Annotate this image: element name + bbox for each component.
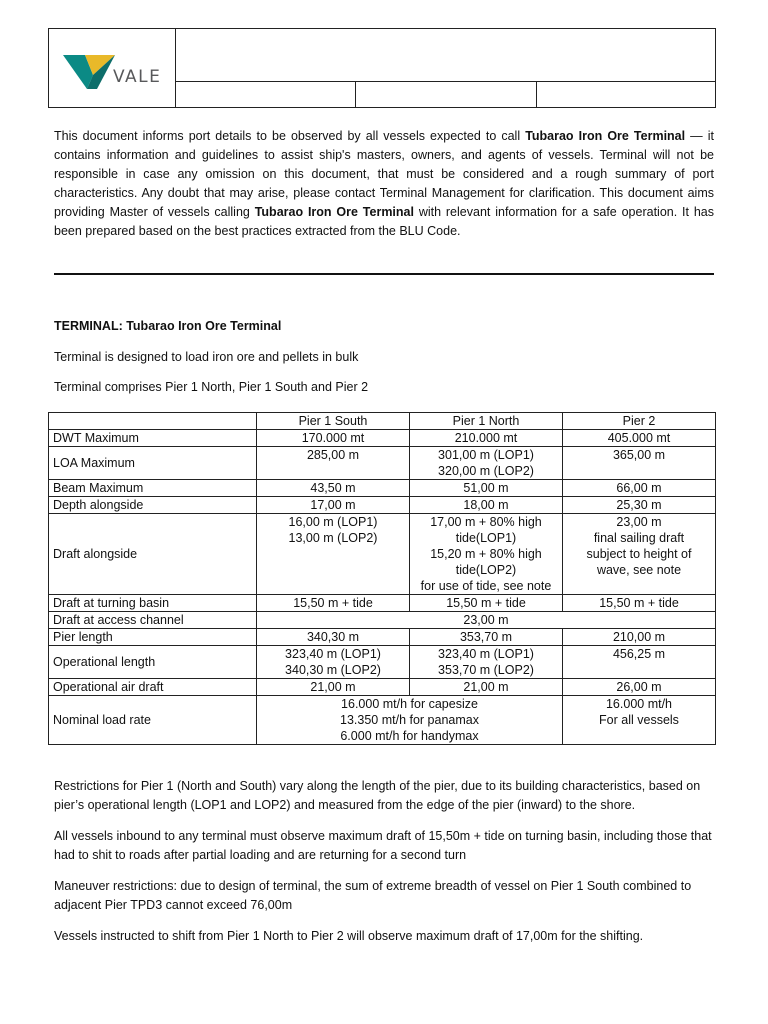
table-cell — [563, 696, 716, 745]
table-cell: 365,00 m — [563, 447, 716, 480]
cell-line: 15,20 m + 80% high — [430, 547, 542, 561]
document-header — [48, 28, 716, 108]
table-cell: 17,00 m — [257, 497, 410, 514]
cell-line: For all vessels — [599, 713, 679, 727]
note-paragraph: Restrictions for Pier 1 (North and South) vary along the length of the pier, due to its building characteristics, based on pier’s operational length (LOP1 and LOP2) and measured from the edge of the pier (inward) to the shore. — [54, 779, 701, 812]
table-cell: 15,50 m + tide — [563, 595, 716, 612]
cell-line: tide(LOP2) — [455, 563, 517, 577]
cell-line: 16,00 m (LOP1) — [288, 515, 378, 529]
table-cell — [410, 646, 563, 679]
cell-line: subject to height of — [586, 547, 692, 561]
intro-text: with relevant information for a safe operation. It has been prepared based on the best practices extracted from the BLU Code. — [54, 205, 714, 238]
table-cell: 15,50 m + tide — [410, 595, 563, 612]
intro-text: — it contains information and guidelines to assist ship's masters, owners, and agents of vessels. Terminal will not be responsible in case any omission on this document, that must be considered and a rough summary of port characteristics. Any doubt that may arise, please contact Terminal Management for clarification. This document aims providing Master of vessels calling — [54, 129, 714, 219]
table-header-cell: Pier 1 South — [257, 413, 410, 430]
row-label: Beam Maximum — [49, 480, 257, 497]
cell-line: 6.000 mt/h for handymax — [340, 729, 479, 743]
section-rule — [54, 273, 714, 275]
table-row — [49, 679, 716, 696]
table-row — [49, 430, 716, 447]
terminal-description: Terminal is designed to load iron ore and pellets in bulk — [54, 350, 359, 364]
cell-line: 353,70 m (LOP2) — [438, 663, 534, 677]
table-cell: 43,50 m — [257, 480, 410, 497]
table-cell: 66,00 m — [563, 480, 716, 497]
table-cell — [563, 514, 716, 595]
note-paragraph: Maneuver restrictions: due to design of terminal, the sum of extreme breadth of vessel on Pier 1 South combined to adjacent Pier TPD3 cannot exceed 76,00m — [54, 879, 692, 912]
table-cell: 285,00 m — [257, 447, 410, 480]
table-cell — [410, 447, 563, 480]
table-cell: 21,00 m — [410, 679, 563, 696]
table-cell: 26,00 m — [563, 679, 716, 696]
table-header-cell: Pier 1 North — [410, 413, 563, 430]
table-cell: 15,50 m + tide — [257, 595, 410, 612]
table-cell: 51,00 m — [410, 480, 563, 497]
row-label: Operational air draft — [49, 679, 257, 696]
table-cell: 170.000 mt — [257, 430, 410, 447]
table-row — [49, 646, 716, 679]
cell-line: 301,00 m (LOP1) — [438, 448, 534, 462]
table-cell — [257, 696, 563, 745]
cell-line: tide(LOP1) — [455, 531, 517, 545]
table-row — [49, 696, 716, 745]
table-cell — [257, 646, 410, 679]
table-row — [49, 480, 716, 497]
row-label: Draft at access channel — [49, 612, 257, 629]
table-cell: 353,70 m — [410, 629, 563, 646]
table-header-row — [49, 413, 716, 430]
terminal-name: Tubarao Iron Ore Terminal — [254, 205, 414, 219]
cell-line: final sailing draft — [593, 531, 685, 545]
table-row — [49, 447, 716, 480]
note-paragraph: All vessels inbound to any terminal must observe maximum draft of 15,50m + tide on turning basin, including those that had to shit to roads after partial loading and are returning for a second turn — [54, 829, 712, 862]
table-cell: 340,30 m — [257, 629, 410, 646]
table-cell: 18,00 m — [410, 497, 563, 514]
row-label: DWT Maximum — [49, 430, 257, 447]
table-cell: 210,00 m — [563, 629, 716, 646]
logo-cell — [49, 29, 176, 107]
table-header-cell — [49, 413, 257, 430]
cell-line: 17,00 m + 80% high — [430, 515, 542, 529]
header-cell-divider — [355, 81, 356, 107]
cell-line: wave, see note — [596, 563, 682, 577]
row-label: Draft alongside — [49, 514, 257, 595]
row-label: Depth alongside — [49, 497, 257, 514]
row-label: Operational length — [49, 646, 257, 679]
table-cell: 23,00 m — [257, 612, 716, 629]
table-cell: 210.000 mt — [410, 430, 563, 447]
row-label: Nominal load rate — [49, 696, 257, 745]
terminal-piers: Terminal comprises Pier 1 North, Pier 1 South and Pier 2 — [54, 380, 369, 394]
table-row — [49, 595, 716, 612]
table-row — [49, 629, 716, 646]
row-label: LOA Maximum — [49, 447, 257, 480]
table-row — [49, 497, 716, 514]
table-row — [49, 514, 716, 595]
cell-line: 13,00 m (LOP2) — [288, 531, 378, 545]
table-cell: 456,25 m — [563, 646, 716, 679]
cell-line: 323,40 m (LOP1) — [285, 647, 381, 661]
terminal-title: TERMINAL: Tubarao Iron Ore Terminal — [54, 319, 282, 333]
row-label: Draft at turning basin — [49, 595, 257, 612]
table-cell: 405.000 mt — [563, 430, 716, 447]
note-paragraph: Vessels instructed to shift from Pier 1 North to Pier 2 will observe maximum draft of 17,00m for the shifting. — [54, 929, 644, 943]
table-cell — [410, 514, 563, 595]
table-row — [49, 612, 716, 629]
cell-line: 323,40 m (LOP1) — [438, 647, 534, 661]
cell-line: 13.350 mt/h for panamax — [340, 713, 479, 727]
pier-specs-table — [48, 412, 716, 745]
cell-line: 320,00 m (LOP2) — [438, 464, 534, 478]
intro-paragraph — [54, 127, 714, 241]
table-cell — [257, 514, 410, 595]
cell-line: 16.000 mt/h — [605, 697, 672, 711]
vale-logo-icon — [63, 53, 115, 91]
cell-line: 340,30 m (LOP2) — [285, 663, 381, 677]
logo-text: VALE — [113, 67, 162, 87]
header-cell-divider — [536, 81, 537, 107]
table-header-cell: Pier 2 — [563, 413, 716, 430]
cell-line: 16.000 mt/h for capesize — [341, 697, 478, 711]
table-cell: 25,30 m — [563, 497, 716, 514]
intro-text: This document informs port details to be observed by all vessels expected to call — [54, 129, 526, 143]
cell-line: 23,00 m — [616, 515, 662, 529]
cell-line: for use of tide, see note — [420, 579, 552, 593]
row-label: Pier length — [49, 629, 257, 646]
terminal-name: Tubarao Iron Ore Terminal — [525, 129, 686, 143]
table-cell: 21,00 m — [257, 679, 410, 696]
header-divider — [175, 81, 715, 82]
